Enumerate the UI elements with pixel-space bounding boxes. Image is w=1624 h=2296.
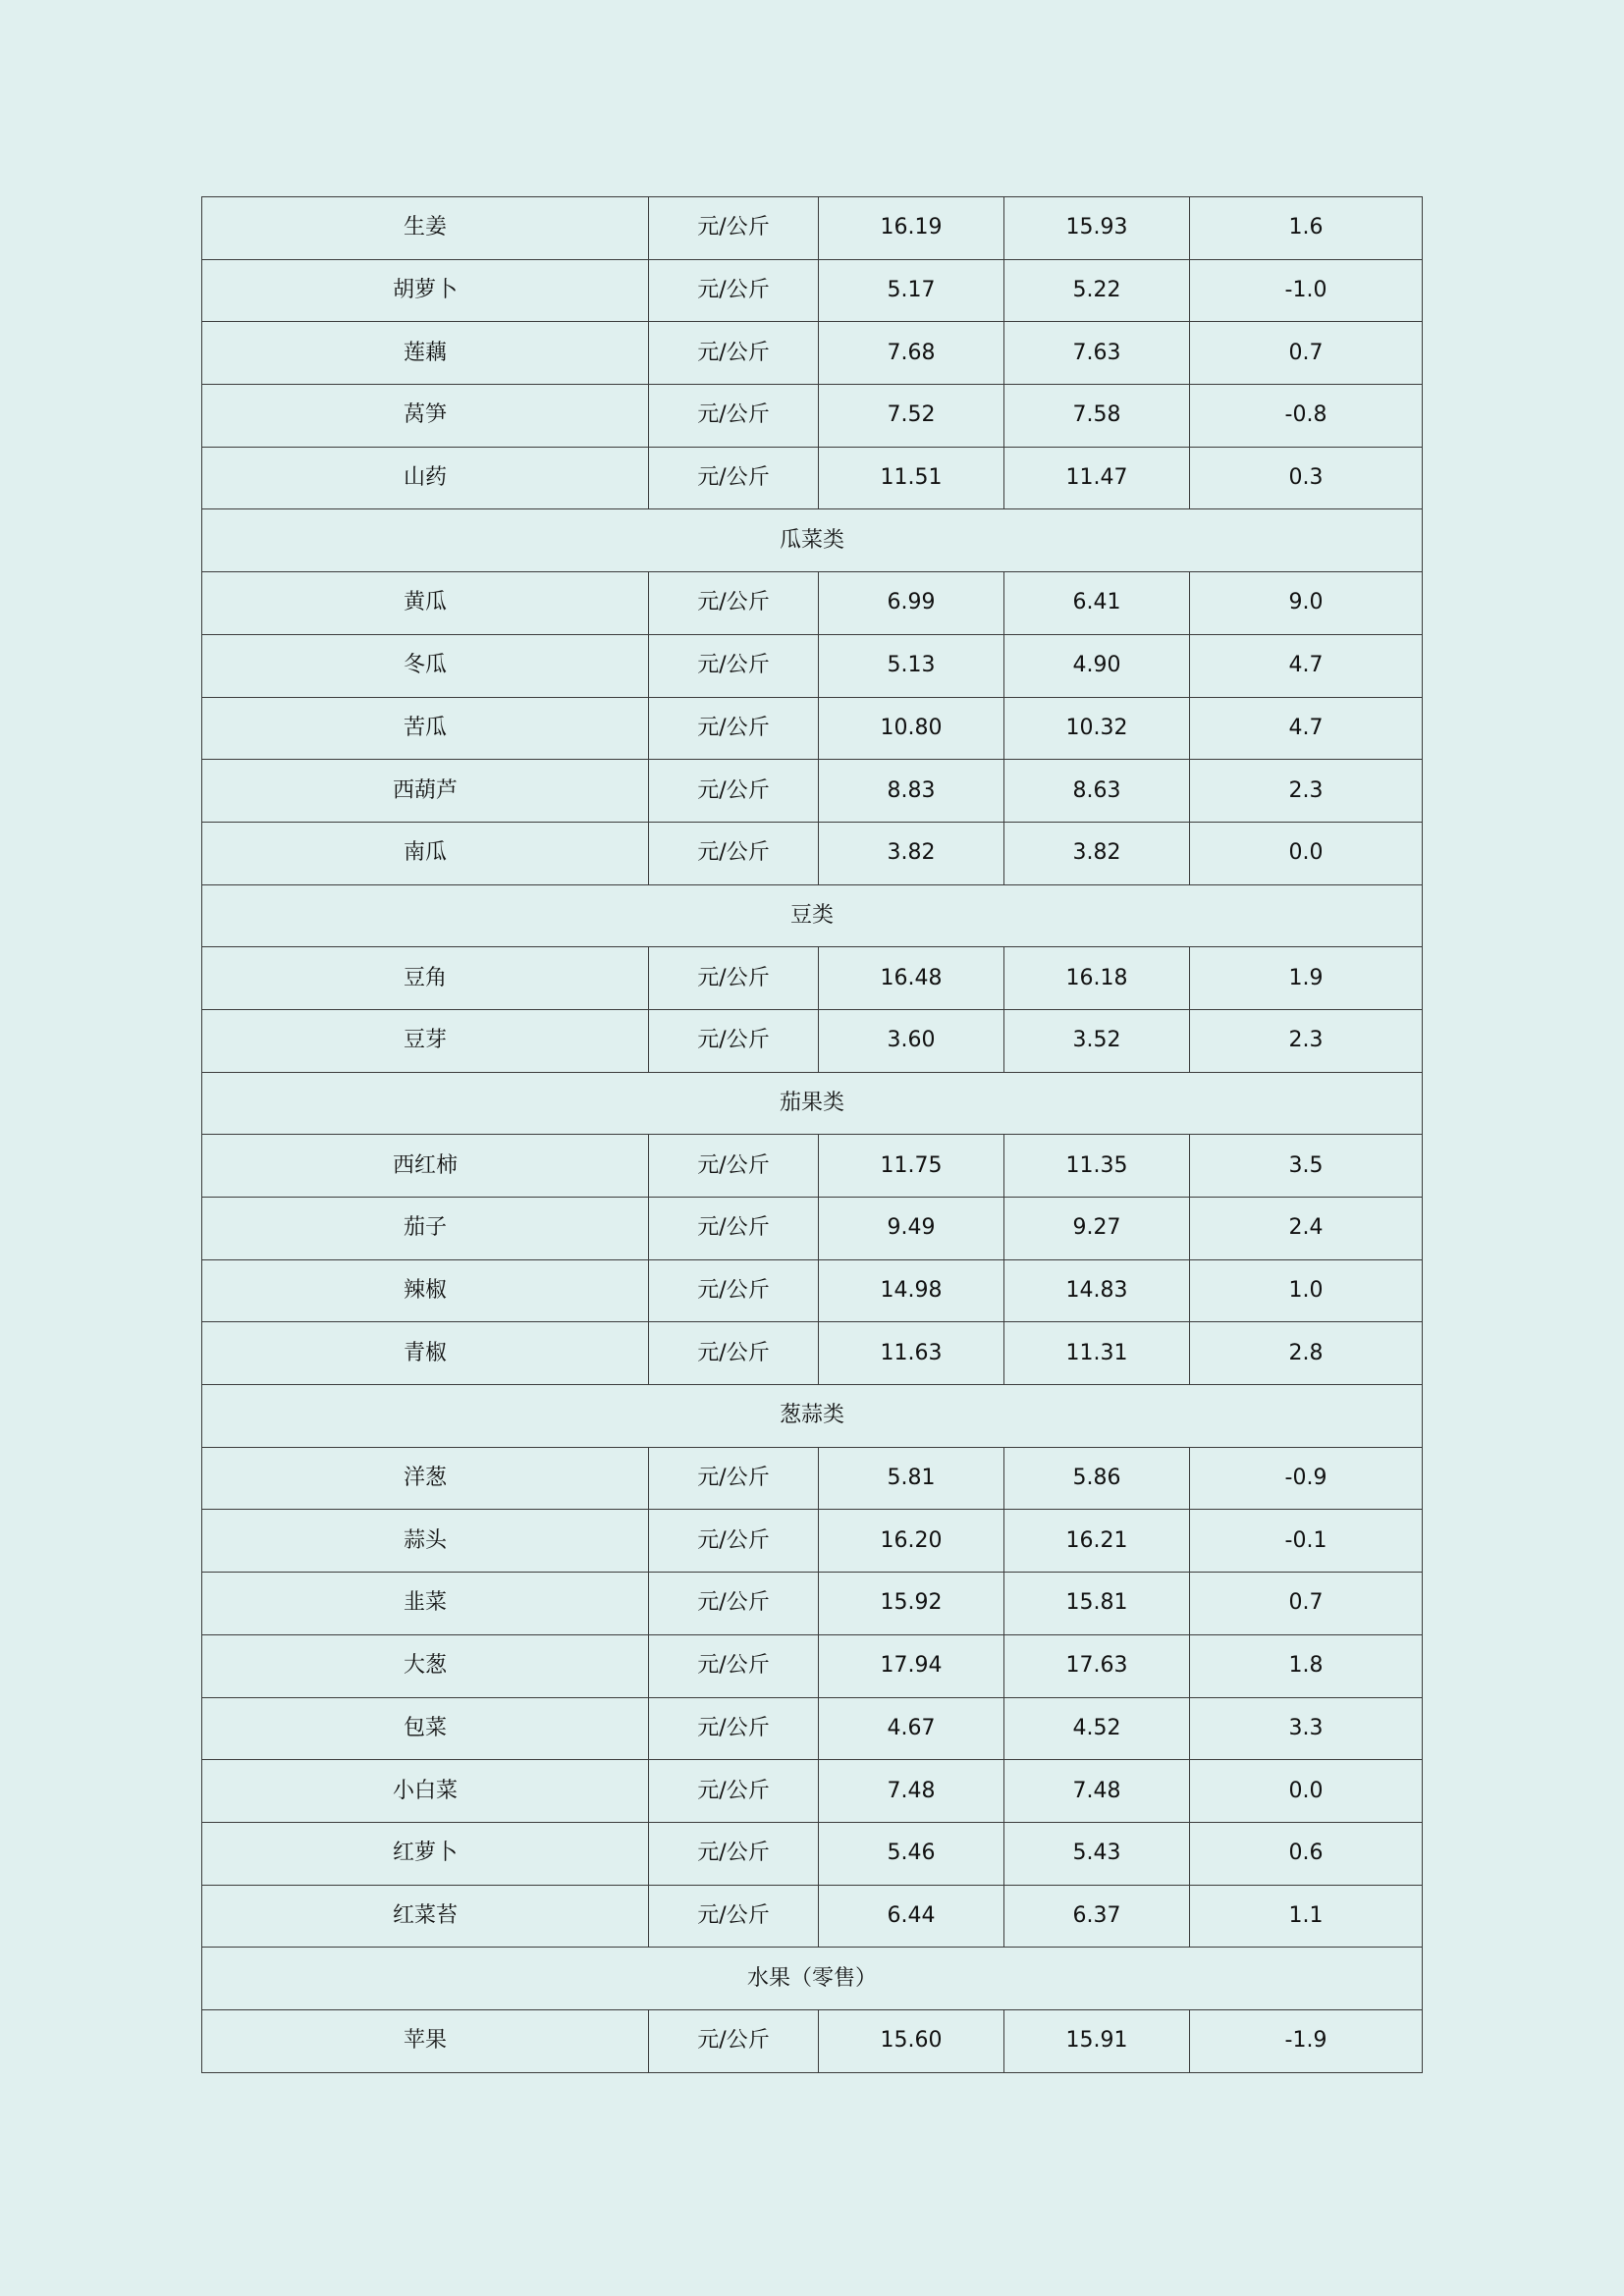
price-table (201, 196, 1423, 2073)
change-percent-cell: 1.8 (1190, 1634, 1423, 1697)
current-price-cell: 6.44 (819, 1885, 1004, 1948)
table-row (202, 697, 1423, 760)
change-percent-cell: -0.8 (1190, 385, 1423, 448)
unit-cell: 元/公斤 (649, 1822, 819, 1885)
table-row (202, 1009, 1423, 1072)
change-percent-cell: 0.7 (1190, 322, 1423, 385)
unit-cell: 元/公斤 (649, 1135, 819, 1198)
item-name-cell: 茄子 (202, 1198, 649, 1260)
previous-price-cell: 11.35 (1004, 1135, 1190, 1198)
unit-cell: 元/公斤 (649, 822, 819, 884)
change-percent-cell: 2.3 (1190, 1009, 1423, 1072)
item-name-cell: 西葫芦 (202, 760, 649, 823)
unit-cell: 元/公斤 (649, 1697, 819, 1760)
table-row (202, 1822, 1423, 1885)
unit-cell: 元/公斤 (649, 1447, 819, 1510)
previous-price-cell: 7.63 (1004, 322, 1190, 385)
table-row (202, 1760, 1423, 1823)
unit-cell: 元/公斤 (649, 947, 819, 1010)
current-price-cell: 3.82 (819, 822, 1004, 884)
change-percent-cell: -0.9 (1190, 1447, 1423, 1510)
unit-cell: 元/公斤 (649, 572, 819, 635)
item-name-cell: 南瓜 (202, 822, 649, 884)
change-percent-cell: 0.0 (1190, 1760, 1423, 1823)
category-label: 葱蒜类 (202, 1385, 1423, 1448)
item-name-cell: 山药 (202, 447, 649, 509)
change-percent-cell: 4.7 (1190, 634, 1423, 697)
previous-price-cell: 15.81 (1004, 1573, 1190, 1635)
current-price-cell: 14.98 (819, 1259, 1004, 1322)
previous-price-cell: 3.82 (1004, 822, 1190, 884)
current-price-cell: 16.20 (819, 1510, 1004, 1573)
item-name-cell: 黄瓜 (202, 572, 649, 635)
current-price-cell: 17.94 (819, 1634, 1004, 1697)
change-percent-cell: 3.3 (1190, 1697, 1423, 1760)
current-price-cell: 7.48 (819, 1760, 1004, 1823)
unit-cell: 元/公斤 (649, 1198, 819, 1260)
unit-cell: 元/公斤 (649, 760, 819, 823)
table-row (202, 1322, 1423, 1385)
unit-cell: 元/公斤 (649, 1634, 819, 1697)
current-price-cell: 11.75 (819, 1135, 1004, 1198)
item-name-cell: 小白菜 (202, 1760, 649, 1823)
unit-cell: 元/公斤 (649, 1760, 819, 1823)
previous-price-cell: 6.37 (1004, 1885, 1190, 1948)
previous-price-cell: 15.93 (1004, 197, 1190, 260)
previous-price-cell: 5.86 (1004, 1447, 1190, 1510)
previous-price-cell: 4.90 (1004, 634, 1190, 697)
previous-price-cell: 11.31 (1004, 1322, 1190, 1385)
item-name-cell: 红菜苔 (202, 1885, 649, 1948)
current-price-cell: 5.46 (819, 1822, 1004, 1885)
item-name-cell: 苹果 (202, 2009, 649, 2072)
category-row (202, 1072, 1423, 1135)
item-name-cell: 莴笋 (202, 385, 649, 448)
change-percent-cell: 9.0 (1190, 572, 1423, 635)
previous-price-cell: 6.41 (1004, 572, 1190, 635)
price-table-body (202, 197, 1423, 2073)
table-row (202, 2009, 1423, 2072)
change-percent-cell: 1.0 (1190, 1259, 1423, 1322)
current-price-cell: 11.63 (819, 1322, 1004, 1385)
change-percent-cell: -0.1 (1190, 1510, 1423, 1573)
unit-cell: 元/公斤 (649, 259, 819, 322)
previous-price-cell: 14.83 (1004, 1259, 1190, 1322)
category-label: 瓜菜类 (202, 509, 1423, 572)
category-label: 水果（零售） (202, 1948, 1423, 2010)
table-row (202, 1697, 1423, 1760)
unit-cell: 元/公斤 (649, 1322, 819, 1385)
table-row (202, 1259, 1423, 1322)
item-name-cell: 生姜 (202, 197, 649, 260)
category-row (202, 884, 1423, 947)
table-row (202, 1510, 1423, 1573)
current-price-cell: 15.60 (819, 2009, 1004, 2072)
table-row (202, 1135, 1423, 1198)
unit-cell: 元/公斤 (649, 447, 819, 509)
current-price-cell: 9.49 (819, 1198, 1004, 1260)
change-percent-cell: 2.3 (1190, 760, 1423, 823)
current-price-cell: 16.19 (819, 197, 1004, 260)
item-name-cell: 冬瓜 (202, 634, 649, 697)
current-price-cell: 6.99 (819, 572, 1004, 635)
table-row (202, 197, 1423, 260)
current-price-cell: 4.67 (819, 1697, 1004, 1760)
unit-cell: 元/公斤 (649, 1009, 819, 1072)
item-name-cell: 洋葱 (202, 1447, 649, 1510)
item-name-cell: 西红柿 (202, 1135, 649, 1198)
category-label: 豆类 (202, 884, 1423, 947)
current-price-cell: 16.48 (819, 947, 1004, 1010)
item-name-cell: 苦瓜 (202, 697, 649, 760)
change-percent-cell: 0.0 (1190, 822, 1423, 884)
item-name-cell: 蒜头 (202, 1510, 649, 1573)
table-row (202, 1573, 1423, 1635)
change-percent-cell: -1.0 (1190, 259, 1423, 322)
previous-price-cell: 4.52 (1004, 1697, 1190, 1760)
previous-price-cell: 11.47 (1004, 447, 1190, 509)
change-percent-cell: 1.6 (1190, 197, 1423, 260)
unit-cell: 元/公斤 (649, 322, 819, 385)
change-percent-cell: 1.1 (1190, 1885, 1423, 1948)
previous-price-cell: 9.27 (1004, 1198, 1190, 1260)
current-price-cell: 15.92 (819, 1573, 1004, 1635)
unit-cell: 元/公斤 (649, 1259, 819, 1322)
unit-cell: 元/公斤 (649, 634, 819, 697)
previous-price-cell: 10.32 (1004, 697, 1190, 760)
category-label: 茄果类 (202, 1072, 1423, 1135)
change-percent-cell: 1.9 (1190, 947, 1423, 1010)
previous-price-cell: 7.48 (1004, 1760, 1190, 1823)
change-percent-cell: 0.7 (1190, 1573, 1423, 1635)
previous-price-cell: 5.43 (1004, 1822, 1190, 1885)
unit-cell: 元/公斤 (649, 1510, 819, 1573)
price-table-container (201, 196, 1422, 2073)
change-percent-cell: 2.8 (1190, 1322, 1423, 1385)
previous-price-cell: 3.52 (1004, 1009, 1190, 1072)
item-name-cell: 辣椒 (202, 1259, 649, 1322)
current-price-cell: 10.80 (819, 697, 1004, 760)
change-percent-cell: 2.4 (1190, 1198, 1423, 1260)
change-percent-cell: -1.9 (1190, 2009, 1423, 2072)
table-row (202, 947, 1423, 1010)
previous-price-cell: 5.22 (1004, 259, 1190, 322)
item-name-cell: 红萝卜 (202, 1822, 649, 1885)
current-price-cell: 7.68 (819, 322, 1004, 385)
item-name-cell: 韭菜 (202, 1573, 649, 1635)
previous-price-cell: 8.63 (1004, 760, 1190, 823)
item-name-cell: 豆芽 (202, 1009, 649, 1072)
item-name-cell: 豆角 (202, 947, 649, 1010)
table-row (202, 385, 1423, 448)
table-row (202, 634, 1423, 697)
item-name-cell: 大葱 (202, 1634, 649, 1697)
previous-price-cell: 17.63 (1004, 1634, 1190, 1697)
unit-cell: 元/公斤 (649, 197, 819, 260)
current-price-cell: 8.83 (819, 760, 1004, 823)
change-percent-cell: 4.7 (1190, 697, 1423, 760)
previous-price-cell: 16.18 (1004, 947, 1190, 1010)
table-row (202, 1634, 1423, 1697)
unit-cell: 元/公斤 (649, 385, 819, 448)
table-row (202, 760, 1423, 823)
item-name-cell: 青椒 (202, 1322, 649, 1385)
previous-price-cell: 16.21 (1004, 1510, 1190, 1573)
current-price-cell: 5.13 (819, 634, 1004, 697)
change-percent-cell: 0.6 (1190, 1822, 1423, 1885)
unit-cell: 元/公斤 (649, 697, 819, 760)
item-name-cell: 包菜 (202, 1697, 649, 1760)
table-row (202, 572, 1423, 635)
unit-cell: 元/公斤 (649, 1573, 819, 1635)
previous-price-cell: 7.58 (1004, 385, 1190, 448)
unit-cell: 元/公斤 (649, 1885, 819, 1948)
change-percent-cell: 0.3 (1190, 447, 1423, 509)
table-row (202, 447, 1423, 509)
category-row (202, 1948, 1423, 2010)
item-name-cell: 莲藕 (202, 322, 649, 385)
item-name-cell: 胡萝卜 (202, 259, 649, 322)
table-row (202, 322, 1423, 385)
category-row (202, 1385, 1423, 1448)
table-row (202, 1885, 1423, 1948)
previous-price-cell: 15.91 (1004, 2009, 1190, 2072)
current-price-cell: 5.81 (819, 1447, 1004, 1510)
table-row (202, 1198, 1423, 1260)
current-price-cell: 3.60 (819, 1009, 1004, 1072)
current-price-cell: 11.51 (819, 447, 1004, 509)
current-price-cell: 7.52 (819, 385, 1004, 448)
table-row (202, 259, 1423, 322)
category-row (202, 509, 1423, 572)
table-row (202, 1447, 1423, 1510)
table-row (202, 822, 1423, 884)
unit-cell: 元/公斤 (649, 2009, 819, 2072)
change-percent-cell: 3.5 (1190, 1135, 1423, 1198)
current-price-cell: 5.17 (819, 259, 1004, 322)
